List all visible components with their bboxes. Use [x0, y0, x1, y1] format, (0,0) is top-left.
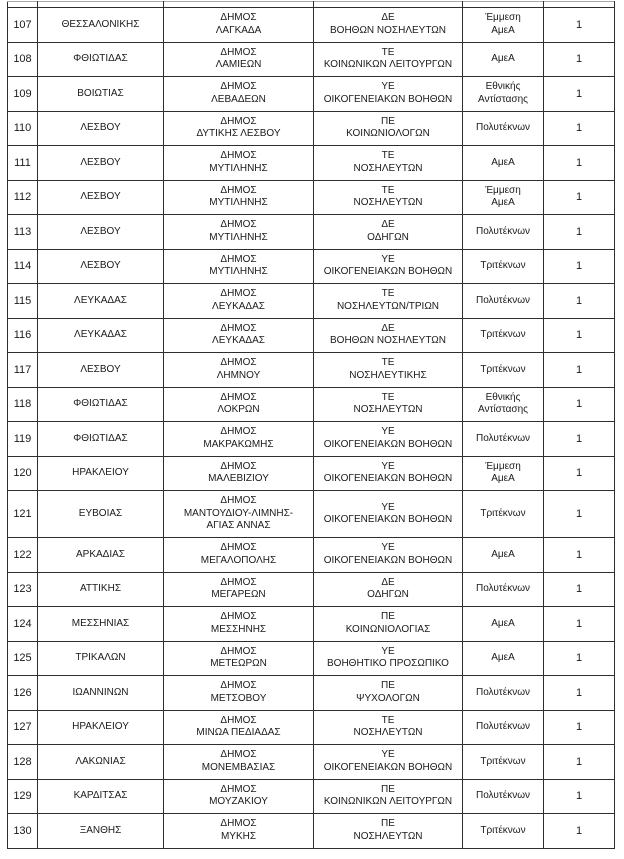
cell-line: ΤΕ [381, 150, 395, 162]
cell-line: ΜΕΓΑΛΟΠΟΛΗΣ [200, 554, 277, 566]
table-row [8, 422, 615, 457]
cell-line: ΥΕ [381, 645, 395, 657]
cell-count: 1 [544, 111, 615, 146]
cell-prefecture: ΜΕΣΣΗΝΙΑΣ [38, 607, 164, 642]
cell-position [314, 249, 463, 284]
cell-count: 1 [544, 42, 615, 77]
cell-category [463, 572, 544, 607]
cell-count: 1 [544, 146, 615, 181]
cell-line: ΑΓΙΑΣ ΑΝΝΑΣ [206, 520, 271, 532]
cell-position [314, 538, 463, 573]
cell-category [463, 779, 544, 814]
cell-count: 1 [544, 491, 615, 538]
cell-line: ΛΕΥΚΑΔΑΣ [212, 300, 265, 312]
cell-prefecture: ΗΡΑΚΛΕΙΟΥ [38, 456, 164, 491]
cell-prefecture: ΙΩΑΝΝΙΝΩΝ [38, 676, 164, 711]
cell-line: ΟΙΚΟΓΕΝΕΙΑΚΩΝ ΒΟΗΘΩΝ [323, 554, 453, 566]
cell-line: Τριτέκνων [480, 824, 526, 836]
cell-line: Τριτέκνων [480, 363, 526, 375]
cell-line: Πολυτέκνων [475, 583, 531, 594]
cell-line: ΔΥΤΙΚΗΣ ΛΕΣΒΟΥ [196, 128, 281, 140]
cell-row-number: 114 [8, 249, 38, 284]
cell-line: ΒΟΗΘΗΤΙΚΟ ΠΡΟΣΩΠΙΚΟ [327, 658, 449, 670]
cell-line: ΔΕ [381, 322, 395, 334]
cell-row-number: 124 [8, 607, 38, 642]
table-row [8, 641, 615, 676]
cell-line: ΠΕ [381, 783, 395, 795]
cell-line: ΛΟΚΡΩΝ [217, 404, 260, 416]
cell-line: ΒΟΗΘΩΝ ΝΟΣΗΛΕΥΤΩΝ [330, 24, 446, 36]
cell-row-number: 110 [8, 111, 38, 146]
cell-line: ΚΟΙΝΩΝΙΚΩΝ ΛΕΙΤΟΥΡΓΩΝ [323, 796, 453, 808]
cell-row-number: 129 [8, 779, 38, 814]
cell-category [463, 249, 544, 284]
cell-municipality [164, 249, 314, 284]
cell-prefecture: ΑΡΚΑΔΙΑΣ [38, 538, 164, 573]
cell-line: ΠΕ [381, 818, 395, 830]
cell-count: 1 [544, 641, 615, 676]
cell-category [463, 538, 544, 573]
cell-line: ΚΟΙΝΩΝΙΚΩΝ ΛΕΙΤΟΥΡΓΩΝ [323, 59, 453, 71]
cell-line: ΔΗΜΟΣ [220, 680, 257, 692]
cell-municipality [164, 641, 314, 676]
cell-prefecture: ΑΤΤΙΚΗΣ [38, 572, 164, 607]
cell-row-number: 111 [8, 146, 38, 181]
cell-position [314, 641, 463, 676]
cell-prefecture: ΛΕΣΒΟΥ [38, 249, 164, 284]
cell-row-number: 123 [8, 572, 38, 607]
cell-line: Εθνικής [485, 391, 521, 403]
cell-line: ΔΗΜΟΣ [220, 611, 257, 623]
cell-category [463, 42, 544, 77]
cell-row-number: 127 [8, 710, 38, 745]
cell-prefecture: ΛΕΣΒΟΥ [38, 180, 164, 215]
cell-row-number: 122 [8, 538, 38, 573]
cell-line: ΔΗΜΟΣ [220, 219, 257, 231]
cell-count: 1 [544, 710, 615, 745]
cell-line: Έμμεση [485, 460, 521, 472]
cell-line: ΔΕ [381, 219, 395, 231]
cell-line: ΥΕ [381, 460, 395, 472]
cell-line: ΜΥΚΗΣ [220, 830, 257, 842]
cell-count: 1 [544, 607, 615, 642]
cell-row-number: 118 [8, 387, 38, 422]
table-row [8, 42, 615, 77]
cell-position [314, 814, 463, 849]
cell-line: ΑμεΑ [491, 24, 515, 36]
cell-line: Αντίστασης [478, 404, 528, 416]
cell-line: Πολυτέκνων [475, 721, 531, 732]
cell-count: 1 [544, 538, 615, 573]
cell-line: ΠΕ [381, 611, 395, 623]
cell-line: ΜΟΥΖΑΚΙΟΥ [209, 796, 268, 808]
cell-position [314, 42, 463, 77]
cell-line: ΔΕ [381, 12, 395, 24]
table-row [8, 318, 615, 353]
cell-line: ΥΕ [381, 501, 395, 513]
cell-line: ΟΙΚΟΓΕΝΕΙΑΚΩΝ ΒΟΗΘΩΝ [323, 266, 453, 278]
cell-line: ΔΗΜΟΣ [220, 322, 257, 334]
cell-category [463, 146, 544, 181]
cell-line: ΟΙΚΟΓΕΝΕΙΑΚΩΝ ΒΟΗΘΩΝ [323, 93, 453, 105]
cell-count: 1 [544, 353, 615, 388]
cell-line: ΛΕΥΚΑΔΑΣ [212, 335, 265, 347]
cell-prefecture: ΞΑΝΘΗΣ [38, 814, 164, 849]
cell-line: ΔΗΜΟΣ [220, 749, 257, 761]
cell-row-number: 107 [8, 8, 38, 43]
cell-prefecture: ΛΕΣΒΟΥ [38, 353, 164, 388]
cell-position [314, 779, 463, 814]
cell-count: 1 [544, 422, 615, 457]
table-row [8, 146, 615, 181]
table-row [8, 111, 615, 146]
cell-line: ΔΗΜΟΣ [220, 714, 257, 726]
table-row [8, 572, 615, 607]
cell-municipality [164, 710, 314, 745]
cell-line: ΑμεΑ [491, 473, 515, 485]
table-row [8, 779, 615, 814]
cell-line: Τριτέκνων [480, 755, 526, 767]
cell-municipality [164, 538, 314, 573]
cell-row-number: 112 [8, 180, 38, 215]
cell-municipality [164, 8, 314, 43]
cell-row-number: 130 [8, 814, 38, 849]
cell-position [314, 215, 463, 250]
cell-category [463, 353, 544, 388]
cell-line: ΔΗΜΟΣ [220, 645, 257, 657]
cell-prefecture: ΛΕΣΒΟΥ [38, 146, 164, 181]
cell-municipality [164, 607, 314, 642]
cell-category [463, 422, 544, 457]
cell-line: ΔΗΜΟΣ [220, 150, 257, 162]
cell-row-number: 128 [8, 745, 38, 780]
cell-prefecture: ΤΡΙΚΑΛΩΝ [38, 641, 164, 676]
cell-category [463, 77, 544, 112]
table-body [8, 2, 615, 849]
cell-position [314, 745, 463, 780]
cell-line: Αντίστασης [478, 93, 528, 105]
cell-line: ΥΕ [381, 426, 395, 438]
cell-position [314, 676, 463, 711]
cell-line: ΝΟΣΗΛΕΥΤΩΝ [353, 404, 423, 416]
cell-category [463, 456, 544, 491]
cell-count: 1 [544, 456, 615, 491]
cell-prefecture: ΛΕΥΚΑΔΑΣ [38, 318, 164, 353]
cell-municipality [164, 745, 314, 780]
cell-position [314, 284, 463, 319]
cell-line: ΔΗΜΟΣ [220, 46, 257, 58]
cell-prefecture: ΦΘΙΩΤΙΔΑΣ [38, 42, 164, 77]
cell-row-number: 117 [8, 353, 38, 388]
cell-line: ΔΗΜΟΣ [220, 184, 257, 196]
cell-line: ΑμεΑ [491, 617, 515, 629]
cell-line: ΔΗΜΟΣ [220, 576, 257, 588]
cell-line: ΜΥΤΙΛΗΝΗΣ [209, 162, 268, 174]
cell-count: 1 [544, 215, 615, 250]
cell-municipality [164, 42, 314, 77]
cell-line: ΔΗΜΟΣ [220, 426, 257, 438]
cell-position [314, 710, 463, 745]
cell-count: 1 [544, 745, 615, 780]
table-row [8, 676, 615, 711]
table-row [8, 538, 615, 573]
cell-municipality [164, 146, 314, 181]
cell-row-number: 108 [8, 42, 38, 77]
cell-line: ΜΕΤΣΟΒΟΥ [210, 692, 267, 704]
cell-category [463, 284, 544, 319]
cell-category [463, 745, 544, 780]
cell-row-number: 126 [8, 676, 38, 711]
cell-line: ΤΕ [381, 391, 395, 403]
cell-row-number: 116 [8, 318, 38, 353]
cell-line: Τριτέκνων [480, 507, 526, 519]
cell-municipality [164, 387, 314, 422]
cell-line: ΔΗΜΟΣ [220, 460, 257, 472]
cell-position [314, 422, 463, 457]
cell-line: ΟΙΚΟΓΕΝΕΙΑΚΩΝ ΒΟΗΘΩΝ [323, 761, 453, 773]
cell-line: ΝΟΣΗΛΕΥΤΩΝ/ΤΡΙΩΝ [336, 300, 440, 312]
cell-row-number: 113 [8, 215, 38, 250]
cell-position [314, 387, 463, 422]
cell-category [463, 387, 544, 422]
cell-line: ΥΕ [381, 542, 395, 554]
cell-line: ΝΟΣΗΛΕΥΤΩΝ [353, 197, 423, 209]
cell-count: 1 [544, 8, 615, 43]
cell-category [463, 318, 544, 353]
cell-line: ΝΟΣΗΛΕΥΤΙΚΗΣ [349, 369, 427, 381]
cell-line: ΑμεΑ [491, 53, 515, 64]
cell-count: 1 [544, 676, 615, 711]
table-row [8, 215, 615, 250]
table-row [8, 456, 615, 491]
cell-position [314, 180, 463, 215]
cell-category [463, 491, 544, 538]
cell-municipality [164, 215, 314, 250]
cell-line: ΤΕ [381, 46, 395, 58]
cell-line: ΑμεΑ [491, 652, 515, 663]
cell-line: ΜΑΚΡΑΚΩΜΗΣ [203, 438, 274, 450]
cell-prefecture: ΛΕΣΒΟΥ [38, 111, 164, 146]
cell-category [463, 180, 544, 215]
table-row [8, 491, 615, 538]
cell-position [314, 572, 463, 607]
table-row [8, 353, 615, 388]
table-row [8, 387, 615, 422]
cell-line: ΤΕ [381, 184, 395, 196]
cell-row-number: 125 [8, 641, 38, 676]
cell-line: ΔΗΜΟΣ [220, 81, 257, 93]
cell-line: Πολυτέκνων [475, 225, 531, 237]
cell-count: 1 [544, 318, 615, 353]
cell-line: ΜΟΝΕΜΒΑΣΙΑΣ [201, 761, 276, 773]
cell-position [314, 456, 463, 491]
cell-line: ΜΙΝΩΑ ΠΕΔΙΑΔΑΣ [196, 727, 281, 739]
cell-line: ΜΥΤΙΛΗΝΗΣ [209, 266, 268, 278]
cell-count: 1 [544, 249, 615, 284]
cell-line: Εθνικής [485, 81, 521, 93]
cell-line: ΔΕ [381, 576, 395, 588]
cell-line: ΜΑΝΤΟΥΔΙΟΥ-ΛΙΜΝΗΣ- [183, 507, 294, 519]
cell-line: ΟΔΗΓΩΝ [367, 231, 409, 243]
cell-line: ΤΕ [381, 357, 395, 369]
cell-line: ΥΕ [381, 253, 395, 265]
cell-municipality [164, 353, 314, 388]
cell-position [314, 353, 463, 388]
cell-line: ΑμεΑ [491, 156, 515, 168]
cell-municipality [164, 318, 314, 353]
cell-prefecture: ΦΘΙΩΤΙΔΑΣ [38, 422, 164, 457]
cell-municipality [164, 111, 314, 146]
cell-line: ΨΥΧΟΛΟΓΩΝ [356, 692, 420, 704]
cell-municipality [164, 284, 314, 319]
cell-line: Πολυτέκνων [475, 122, 531, 133]
cell-position [314, 111, 463, 146]
cell-prefecture: ΕΥΒΟΙΑΣ [38, 491, 164, 538]
cell-line: ΝΟΣΗΛΕΥΤΩΝ [353, 830, 423, 842]
cell-municipality [164, 814, 314, 849]
cell-category [463, 676, 544, 711]
cell-municipality [164, 180, 314, 215]
cell-position [314, 318, 463, 353]
cell-line: ΟΙΚΟΓΕΝΕΙΑΚΩΝ ΒΟΗΘΩΝ [323, 514, 453, 525]
cell-row-number: 119 [8, 422, 38, 457]
cell-line: ΠΕ [381, 680, 395, 692]
table-row [8, 607, 615, 642]
cell-position [314, 491, 463, 538]
table-row [8, 284, 615, 319]
cell-prefecture: ΛΕΣΒΟΥ [38, 215, 164, 250]
cell-row-number: 120 [8, 456, 38, 491]
table-row [8, 77, 615, 112]
cell-line: ΜΑΛΕΒΙΖΙΟΥ [208, 473, 269, 485]
cell-count: 1 [544, 814, 615, 849]
cell-line: ΤΕ [381, 288, 395, 300]
cell-line: ΔΗΜΟΣ [220, 495, 257, 507]
cell-line: ΟΙΚΟΓΕΝΕΙΑΚΩΝ ΒΟΗΘΩΝ [323, 438, 453, 450]
cell-line: ΔΗΜΟΣ [220, 288, 257, 300]
cell-line: ΑμεΑ [491, 197, 515, 209]
cell-line: ΜΥΤΙΛΗΝΗΣ [209, 231, 268, 243]
cell-line: ΚΟΙΝΩΝΙΟΛΟΓΩΝ [346, 128, 430, 140]
cell-municipality [164, 676, 314, 711]
table-row [8, 180, 615, 215]
table-row [8, 745, 615, 780]
cell-count: 1 [544, 779, 615, 814]
cell-line: ΥΕ [381, 81, 395, 93]
cell-line: ΟΙΚΟΓΕΝΕΙΑΚΩΝ ΒΟΗΘΩΝ [323, 473, 453, 485]
positions-table [7, 1, 615, 849]
cell-count: 1 [544, 77, 615, 112]
cell-line: Πολυτέκνων [475, 432, 531, 444]
cell-line: ΔΗΜΟΣ [220, 115, 257, 127]
cell-prefecture: ΘΕΣΣΑΛΟΝΙΚΗΣ [38, 8, 164, 43]
cell-line: ΤΕ [381, 714, 395, 726]
cell-municipality [164, 572, 314, 607]
cell-line: ΜΕΣΣΗΝΗΣ [210, 623, 267, 635]
cell-line: ΜΕΓΑΡΕΩΝ [211, 589, 266, 601]
cell-municipality [164, 491, 314, 538]
cell-line: ΜΕΤΕΩΡΩΝ [210, 658, 267, 670]
cell-position [314, 77, 463, 112]
cell-line: ΔΗΜΟΣ [220, 783, 257, 795]
cell-prefecture: ΛΕΥΚΑΔΑΣ [38, 284, 164, 319]
cell-position [314, 8, 463, 43]
cell-category [463, 111, 544, 146]
cell-municipality [164, 456, 314, 491]
cell-municipality [164, 422, 314, 457]
cell-line: ΠΕ [381, 115, 395, 127]
cell-line: ΛΑΓΚΑΔΑ [215, 24, 262, 36]
cell-municipality [164, 779, 314, 814]
cell-row-number: 121 [8, 491, 38, 538]
cell-line: Πολυτέκνων [475, 790, 531, 801]
cell-category [463, 607, 544, 642]
cell-line: ΝΟΣΗΛΕΥΤΩΝ [353, 162, 423, 174]
cell-line: ΑμεΑ [491, 548, 515, 560]
cell-line: Πολυτέκνων [475, 686, 531, 698]
cell-category [463, 710, 544, 745]
cell-line: ΔΗΜΟΣ [220, 542, 257, 554]
cell-line: ΒΟΗΘΩΝ ΝΟΣΗΛΕΥΤΩΝ [330, 335, 446, 347]
cell-category [463, 8, 544, 43]
table-row [8, 249, 615, 284]
cell-count: 1 [544, 387, 615, 422]
cell-position [314, 146, 463, 181]
cell-line: ΛΗΜΝΟΥ [216, 369, 261, 381]
cell-prefecture: ΚΑΡΔΙΤΣΑΣ [38, 779, 164, 814]
cell-category [463, 641, 544, 676]
cell-line: ΔΗΜΟΣ [220, 818, 257, 830]
table-row [8, 814, 615, 849]
cell-prefecture: ΛΑΚΩΝΙΑΣ [38, 745, 164, 780]
cell-line: ΜΥΤΙΛΗΝΗΣ [209, 197, 268, 209]
cell-line: ΛΕΒΑΔΕΩΝ [211, 93, 266, 105]
cell-prefecture: ΒΟΙΩΤΙΑΣ [38, 77, 164, 112]
cell-category [463, 814, 544, 849]
cell-line: Τριτέκνων [480, 260, 526, 271]
cell-position [314, 607, 463, 642]
cell-line: ΔΗΜΟΣ [220, 391, 257, 403]
cell-line: Πολυτέκνων [475, 294, 531, 306]
cell-count: 1 [544, 180, 615, 215]
cell-line: Έμμεση [485, 12, 521, 24]
cell-line: ΟΔΗΓΩΝ [367, 589, 409, 601]
table-row [8, 710, 615, 745]
cell-count: 1 [544, 572, 615, 607]
cell-line: ΔΗΜΟΣ [220, 357, 257, 369]
cell-line: ΔΗΜΟΣ [220, 253, 257, 265]
cell-count: 1 [544, 284, 615, 319]
cell-line: ΥΕ [381, 749, 395, 761]
cell-municipality [164, 77, 314, 112]
cell-line: ΚΟΙΝΩΝΙΟΛΟΓΙΑΣ [345, 623, 431, 635]
table-row [8, 8, 615, 43]
cell-line: ΔΗΜΟΣ [220, 12, 257, 24]
cell-prefecture: ΗΡΑΚΛΕΙΟΥ [38, 710, 164, 745]
cell-row-number: 115 [8, 284, 38, 319]
cell-row-number: 109 [8, 77, 38, 112]
cell-line: Έμμεση [485, 184, 521, 196]
cell-category [463, 215, 544, 250]
cell-line: Τριτέκνων [480, 329, 526, 340]
cell-line: ΛΑΜΙΕΩΝ [215, 59, 262, 71]
cell-prefecture: ΦΘΙΩΤΙΔΑΣ [38, 387, 164, 422]
cell-line: ΝΟΣΗΛΕΥΤΩΝ [353, 727, 423, 739]
